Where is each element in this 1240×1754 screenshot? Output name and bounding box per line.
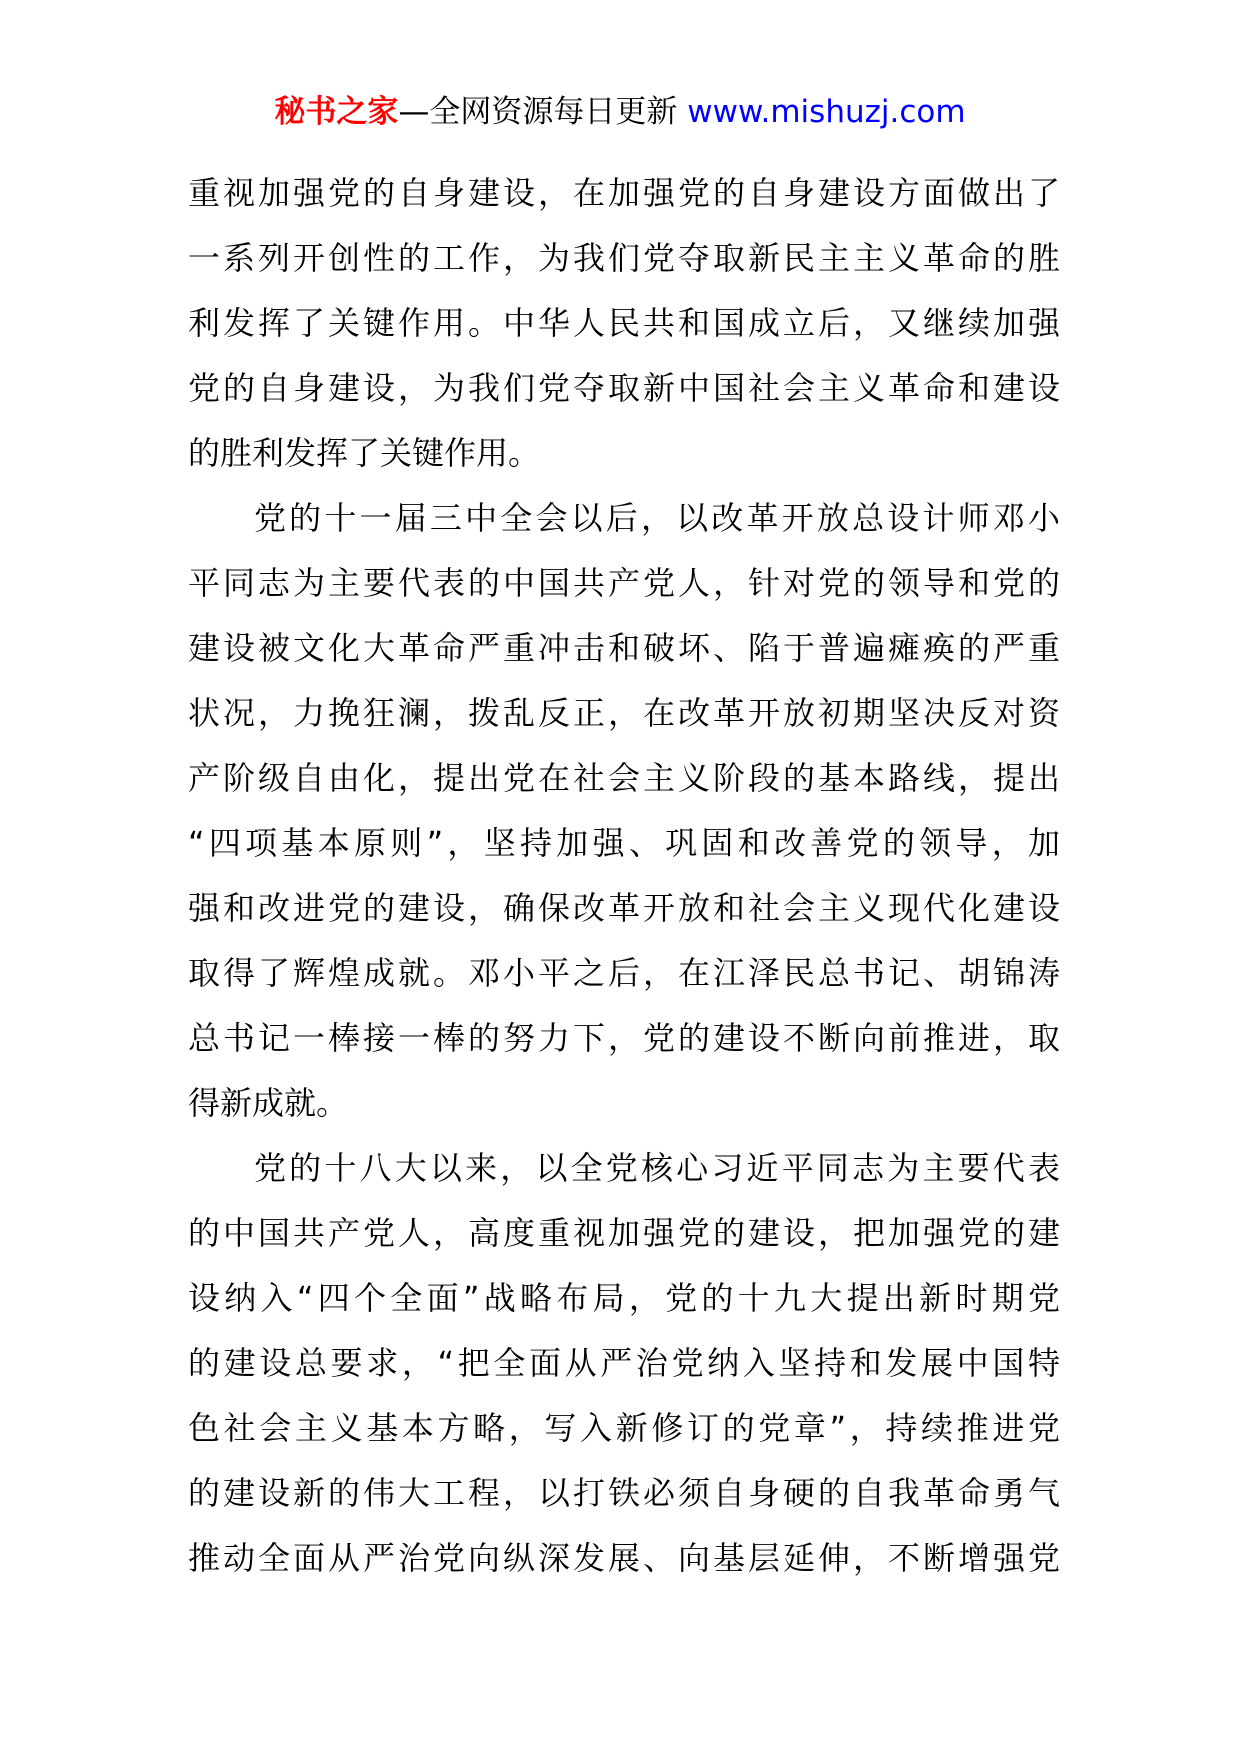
text-line: 得新成就。 xyxy=(188,1084,349,1122)
text-line: 强和改进党的建设，确保改革开放和社会主义现代化建设 xyxy=(188,889,1060,927)
paragraph-2 xyxy=(188,486,1060,1136)
text-line: 的建设总要求，“把全面从严治党纳入坚持和发展中国特 xyxy=(188,1344,1060,1382)
text-line: 的建设新的伟大工程，以打铁必须自身硬的自我革命勇气 xyxy=(188,1474,1060,1512)
text-line: 取得了辉煌成就。邓小平之后，在江泽民总书记、胡锦涛 xyxy=(188,954,1060,992)
paragraph-3 xyxy=(188,1136,1060,1591)
text-line: 设纳入“四个全面”战略布局，党的十九大提出新时期党 xyxy=(188,1279,1060,1317)
text-line: 的胜利发挥了关键作用。 xyxy=(188,434,541,472)
text-line: 总书记一棒接一棒的努力下，党的建设不断向前推进，取 xyxy=(188,1019,1060,1057)
text-line: 平同志为主要代表的中国共产党人，针对党的领导和党的 xyxy=(188,564,1060,602)
text-line: 党的十八大以来，以全党核心习近平同志为主要代表 xyxy=(254,1149,1060,1187)
document-body xyxy=(188,161,1060,1591)
text-line: 色社会主义基本方略，写入新修订的党章”，持续推进党 xyxy=(188,1409,1060,1447)
text-line: 利发挥了关键作用。中华人民共和国成立后，又继续加强 xyxy=(188,304,1060,342)
paragraph-1 xyxy=(188,161,1060,486)
text-line: 重视加强党的自身建设，在加强党的自身建设方面做出了 xyxy=(188,174,1060,212)
text-line: 一系列开创性的工作，为我们党夺取新民主主义革命的胜 xyxy=(188,239,1060,277)
text-line: 建设被文化大革命严重冲击和破坏、陷于普遍瘫痪的严重 xyxy=(188,629,1060,667)
text-line: 推动全面从严治党向纵深发展、向基层延伸，不断增强党 xyxy=(188,1539,1060,1577)
text-line: 党的自身建设，为我们党夺取新中国社会主义革命和建设 xyxy=(188,369,1060,407)
text-line: 状况，力挽狂澜，拨乱反正，在改革开放初期坚决反对资 xyxy=(188,694,1060,732)
page-header xyxy=(0,90,1240,134)
text-line: “四项基本原则”，坚持加强、巩固和改善党的领导，加 xyxy=(188,824,1060,862)
header-brand: 秘书之家 xyxy=(274,94,399,130)
text-line: 的中国共产党人，高度重视加强党的建设，把加强党的建 xyxy=(188,1214,1060,1252)
text-line: 产阶级自由化，提出党在社会主义阶段的基本路线，提出 xyxy=(188,759,1060,797)
header-tagline: —全网资源每日更新 xyxy=(398,94,678,130)
header-url-link[interactable]: www.mishuzj.com xyxy=(687,94,966,130)
text-line: 党的十一届三中全会以后，以改革开放总设计师邓小 xyxy=(254,499,1060,537)
